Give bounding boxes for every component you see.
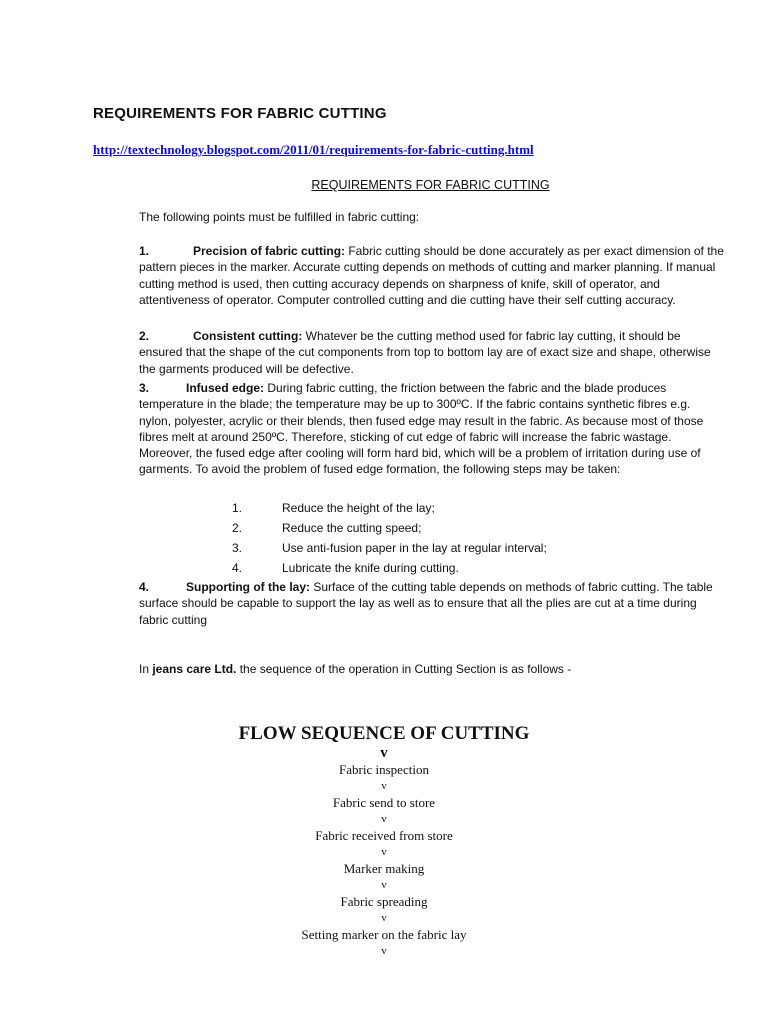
flow-title: FLOW SEQUENCE OF CUTTING [238,723,530,744]
substep-number: 2. [232,521,243,535]
point-text: Fabric cutting should be done accurately as per exact dimension of the pattern pieces in the marker. Accurate cutting depends on methods of cutting and marker planning. If manual cutting method is used, then cutting accuracy depends on sharpness of knife, skill of operator, and attentiveness of operator. Computer controlled cutting and die cutting have their self cutting accuracy. [139,244,724,307]
point-number: 4. [139,580,150,594]
flow-step: Fabric inspection [339,762,429,777]
down-arrow-icon: v [381,813,387,825]
substep-number: 3. [232,541,243,555]
closing-prefix: In [139,662,153,676]
point-precision [139,243,724,308]
flow-sequence [0,722,768,959]
document-title: REQUIREMENTS FOR FABRIC CUTTING [93,105,387,122]
point-infused-edge [139,380,724,478]
flow-step: Setting marker on the fabric lay [301,927,467,942]
substep-number: 1. [232,501,243,515]
down-arrow-icon: v [381,846,387,858]
point-text: During fabric cutting, the friction between the fabric and the blade produces temperature in the blade; the temperature may be up to 300ºC. If the fabric contains synthetic fibres e.g. nylon, polyester, acrylic or their blends, then fused edge may result in the fabric. As because most of those fibres melt at around 250ºC. Therefore, sticking of cut edge of fabric will increase the fabric wastage. Moreover, the fused edge after cooling will form hard bid, which will be a problem of irritation during use of garments. To avoid the problem of fused edge formation, the following steps may be taken: [139,381,704,477]
substep-text: Lubricate the knife during cutting. [282,561,459,575]
list-item [232,538,547,558]
flow-step: Fabric received from store [315,828,453,843]
flow-step: Marker making [343,861,425,876]
list-item [232,498,547,518]
substep-text: Reduce the cutting speed; [282,521,422,535]
down-arrow-icon: v [381,879,387,891]
point-heading: Supporting of the lay: [186,580,310,594]
point-heading: Precision of fabric cutting: [193,244,346,258]
substep-number: 4. [232,561,243,575]
point-supporting-lay [139,579,724,628]
point-number: 2. [139,329,150,343]
list-item [232,558,547,578]
down-arrow-icon: v [381,912,387,924]
substep-list [232,498,547,578]
point-text: Whatever be the cutting method used for fabric lay cutting, it should be ensured that the shape of the cut components from top to bottom lay are of exact size and shape, otherwise the garments produced will be defective. [139,329,711,376]
closing-suffix: the sequence of the operation in Cutting Section is as follows - [236,662,572,676]
list-item [232,518,547,538]
down-arrow-icon: v [380,745,388,761]
point-consistent [139,328,724,377]
point-number: 3. [139,381,150,395]
flow-step: Fabric send to store [332,795,436,810]
section-heading: REQUIREMENTS FOR FABRIC CUTTING [311,178,550,192]
down-arrow-icon: v [381,780,387,792]
substep-text: Reduce the height of the lay; [282,501,435,515]
flow-step: Fabric spreading [340,894,428,909]
substep-text: Use anti-fusion paper in the lay at regular interval; [282,541,547,555]
point-text: Surface of the cutting table depends on methods of fabric cutting. The table surface should be capable to support the lay as well as to ensure that all the plies are cut at a time during fabric cutting [139,580,713,627]
point-heading: Consistent cutting: [193,329,303,343]
down-arrow-icon: v [381,945,387,957]
company-name: jeans care Ltd. [152,662,237,676]
closing-sentence [139,662,571,676]
source-link[interactable]: http://textechnology.blogspot.com/2011/01/requirements-for-fabric-cutting.html [93,142,534,157]
point-number: 1. [139,244,150,258]
point-heading: Infused edge: [186,381,265,395]
intro-text: The following points must be fulfilled in fabric cutting: [139,210,420,224]
